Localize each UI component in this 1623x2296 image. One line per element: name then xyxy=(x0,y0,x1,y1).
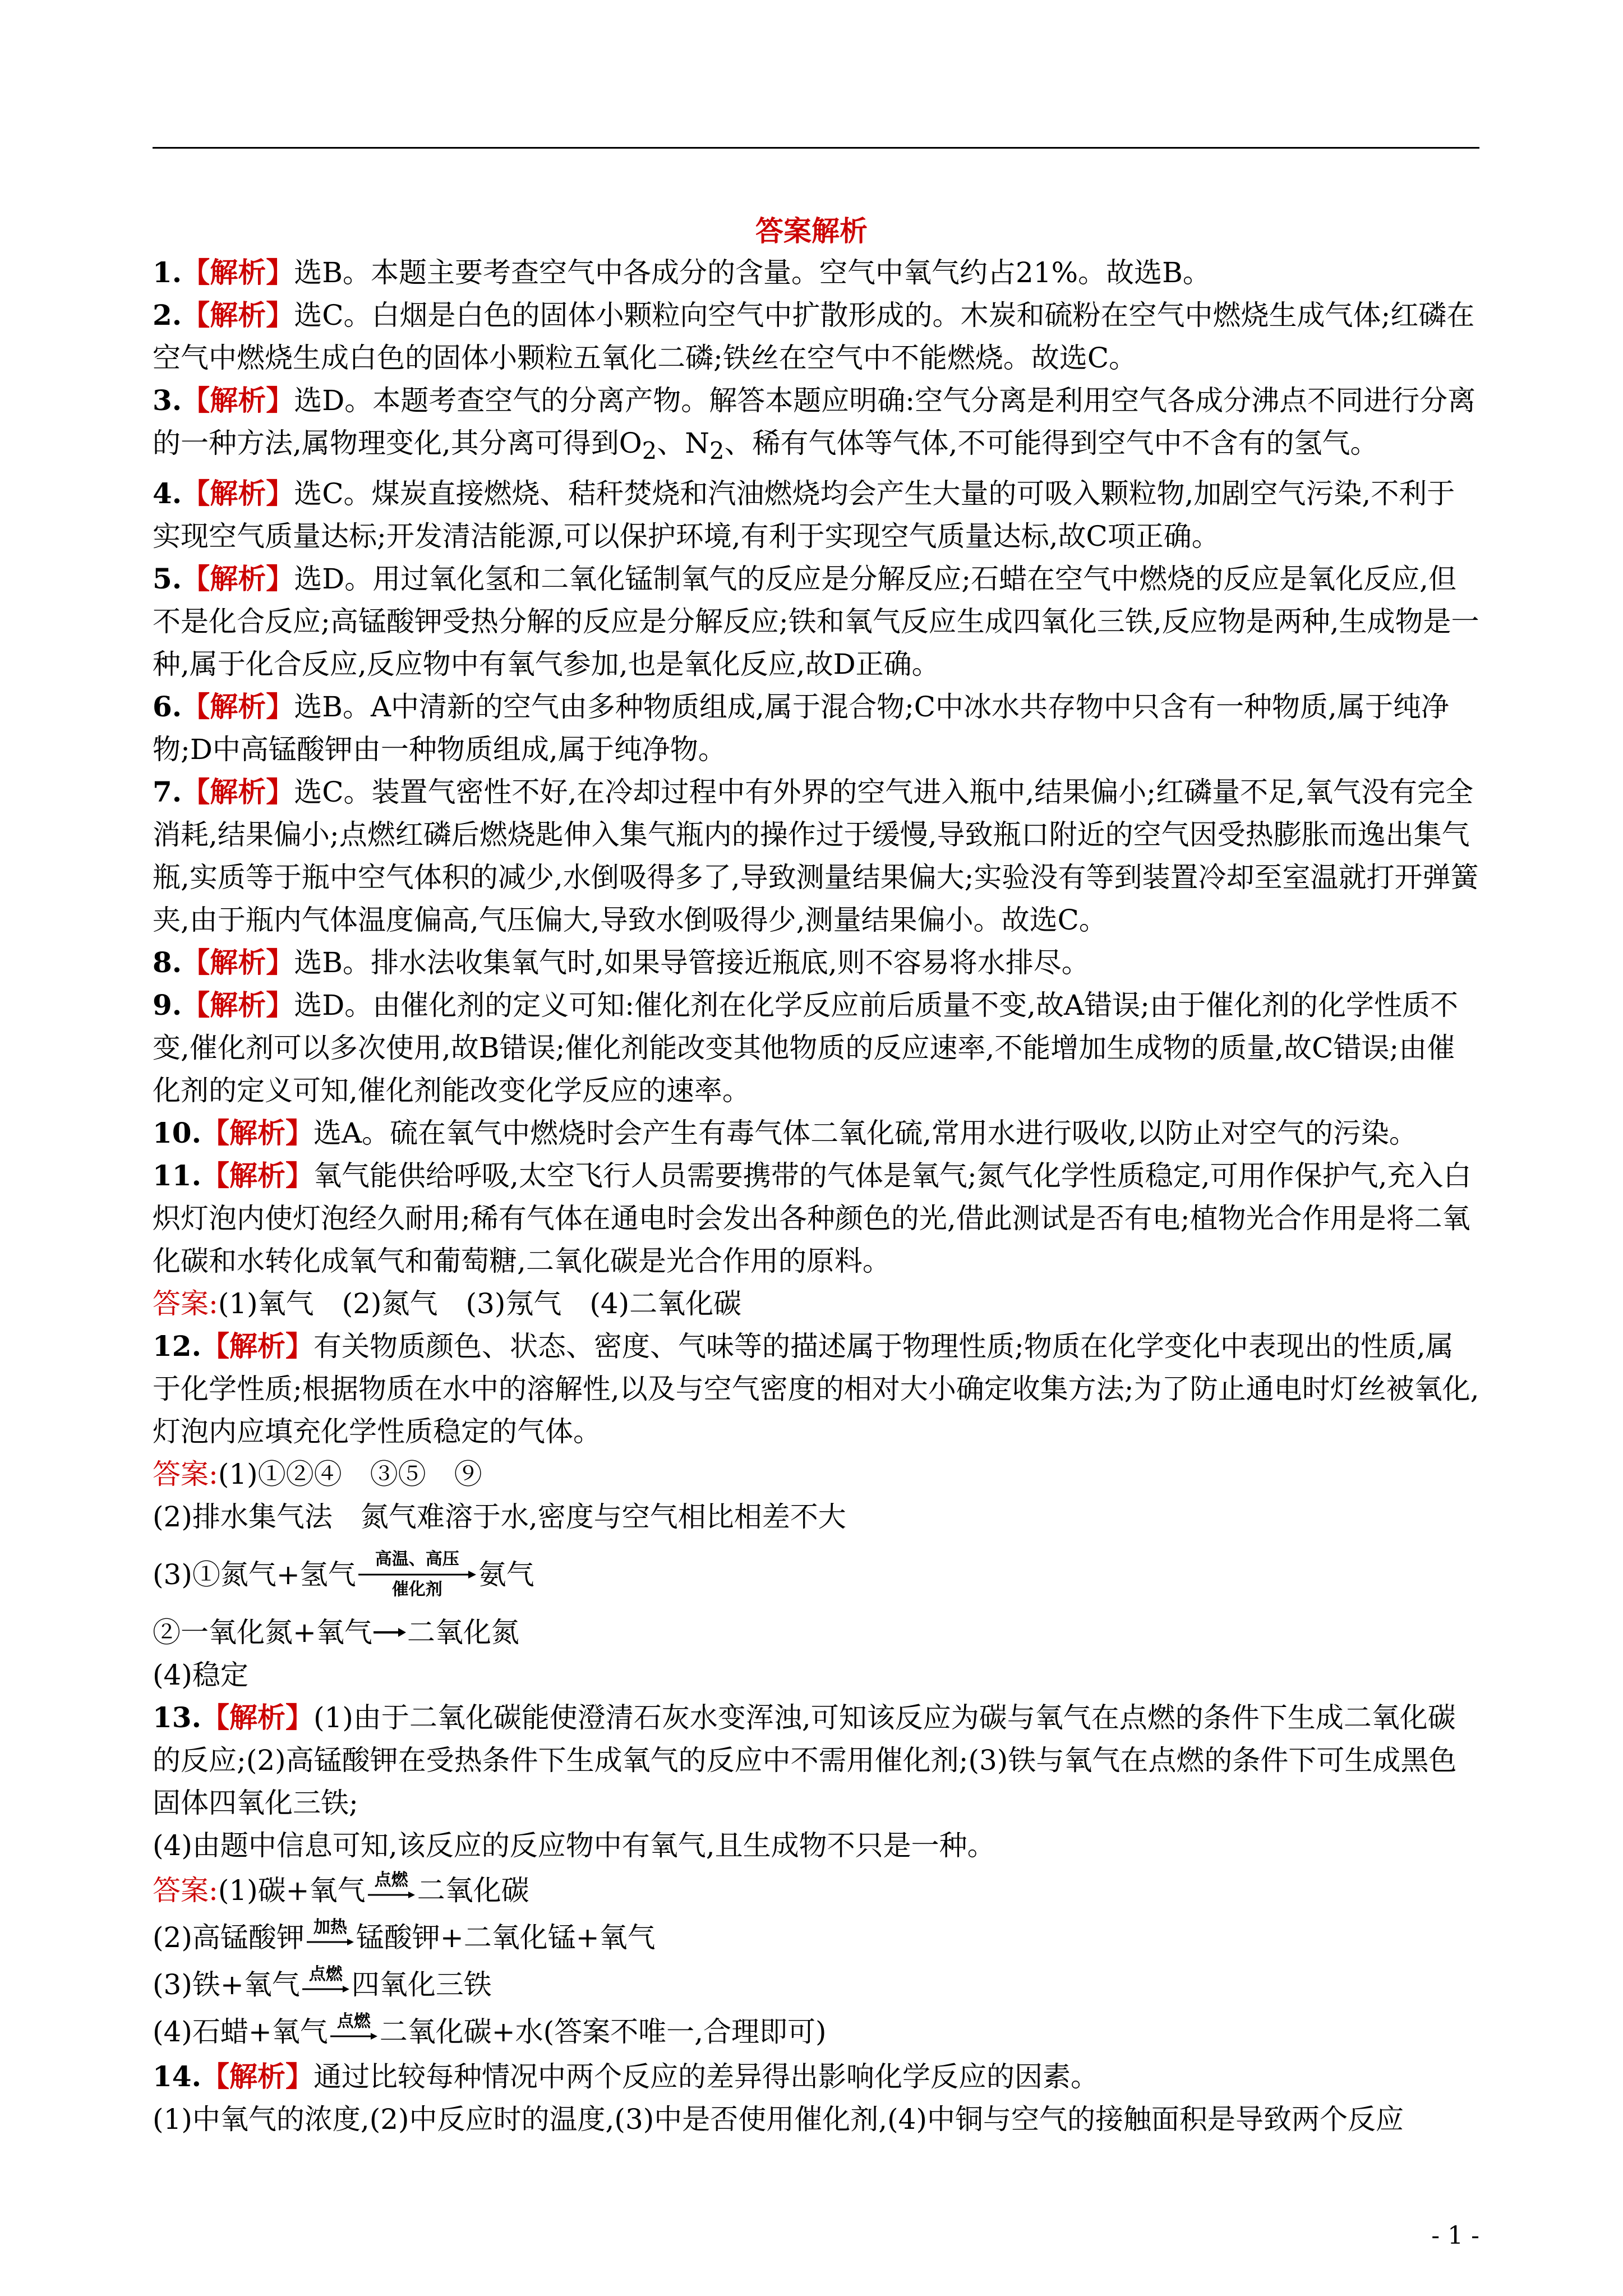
header-rule xyxy=(153,147,1479,149)
arrow-icon xyxy=(307,1938,354,1947)
equation-reactants: (3)铁+氧气 xyxy=(153,1968,300,2001)
item-text: 、稀有气体等气体,不可能得到空气中不含有的氢气。 xyxy=(724,427,1378,459)
item-7 xyxy=(153,771,1479,941)
arrow-icon xyxy=(330,2032,377,2041)
item-number: 1. xyxy=(153,256,182,289)
equation-reactants: ②一氧化氮+氧气 xyxy=(153,1616,372,1649)
equation-products: 氨气 xyxy=(478,1558,534,1591)
equation-reactants: (2)高锰酸钾 xyxy=(153,1921,305,1954)
item-number: 4. xyxy=(153,477,182,510)
condition-top: 点燃 xyxy=(308,1964,343,1984)
answer-label: 答案: xyxy=(153,1287,218,1320)
item-text: (1)由于二氧化碳能使澄清石灰水变浑浊,可知该反应为碳与氧气在点燃的条件下生成二氧化碳的反应;(2)高锰酸钾在受热条件下生成氧气的反应中不需用催化剂;(3)铁与氧气在点燃的条件下可生成黑色固体四氧化三铁; xyxy=(153,1701,1457,1819)
item-text: 有关物质颜色、状态、密度、气味等的描述属于物理性质;物质在化学变化中表现出的性质,属于化学性质;根据物质在水中的溶解性,以及与空气密度的相对大小确定收集方法;为了防止通电时灯丝被氧化,灯泡内应填充化学性质稳定的气体。 xyxy=(153,1330,1479,1448)
analysis-tag: 【解析】 xyxy=(182,989,294,1022)
item-text: 选C。装置气密性不好,在冷却过程中有外界的空气进入瓶中,结果偏小;红磷量不足,氧气没有完全消耗,结果偏小;点燃红磷后燃烧匙伸入集气瓶内的操作过于缓慢,导致瓶口附近的空气因受热膨胀而逸出集气瓶,实质等于瓶中空气体积的减少,水倒吸得多了,导致测量结果偏大;实验没有等到装置冷却至室温就打开弹簧夹,由于瓶内气体温度偏高,气压偏大,导致水倒吸得少,测量结果偏小。故选C。 xyxy=(153,776,1479,936)
reaction-arrow xyxy=(330,2012,377,2052)
equation-iron xyxy=(153,1961,1479,2008)
condition-top: 加热 xyxy=(313,1917,347,1937)
item-text: 选C。白烟是白色的固体小颗粒向空气中扩散形成的。木炭和硫粉在空气中燃烧生成气体;红磷在空气中燃烧生成白色的固体小颗粒五氧化二磷;铁丝在空气中不能燃烧。故选C。 xyxy=(153,299,1475,374)
item-text: 选D。用过氧化氢和二氧化锰制氧气的反应是分解反应;石蜡在空气中燃烧的反应是氧化反应,但不是化合反应;高锰酸钾受热分解的反应是分解反应;铁和氧气反应生成四氧化三铁,反应物是两种,生成物是一种,属于化合反应,反应物中有氧气参加,也是氧化反应,故D正确。 xyxy=(153,563,1479,680)
item-number: 5. xyxy=(153,562,182,595)
arrow-icon xyxy=(368,1890,415,1899)
analysis-tag: 【解析】 xyxy=(182,563,294,595)
item-number: 9. xyxy=(153,988,182,1022)
item-text: 、N xyxy=(657,427,710,459)
item-6 xyxy=(153,685,1479,771)
item-14-line-2: (1)中氧气的浓度,(2)中反应时的温度,(3)中是否使用催化剂,(4)中铜与空气的接触面积是导致两个反应 xyxy=(153,2103,1404,2136)
answer-text: (1)①②④ ③⑤ ⑨ xyxy=(218,1458,482,1490)
item-number: 10. xyxy=(153,1116,201,1149)
analysis-tag: 【解析】 xyxy=(201,1117,313,1149)
item-text: 选B。A中清新的空气由多种物质组成,属于混合物;C中冰水共存物中只含有一种物质,属于纯净物;D中高锰酸钾由一种物质组成,属于纯净物。 xyxy=(153,691,1449,766)
item-number: 3. xyxy=(153,384,182,417)
answer-label: 答案: xyxy=(153,1458,218,1490)
equation-products: 二氧化碳 xyxy=(417,1874,529,1907)
item-text: 选D。本题考查空气的分离产物。解答本题应明确:空气分离是利用空气各成分沸点不同进行分离的一种方法,属物理变化,其分离可得到O xyxy=(153,384,1476,459)
item-9 xyxy=(153,984,1479,1112)
answer-label: 答案: xyxy=(153,1874,218,1907)
equation-reactants: (3)①氮气+氢气 xyxy=(153,1558,356,1591)
equation-reactants: (1)碳+氧气 xyxy=(218,1874,366,1907)
item-10 xyxy=(153,1112,1479,1154)
analysis-tag: 【解析】 xyxy=(182,477,294,510)
reaction-arrow xyxy=(307,1917,354,1958)
condition-top: 点燃 xyxy=(336,2012,371,2031)
item-4 xyxy=(153,472,1479,558)
item-2 xyxy=(153,294,1479,379)
analysis-tag: 【解析】 xyxy=(182,384,294,417)
analysis-tag: 【解析】 xyxy=(182,776,294,808)
reaction-arrow xyxy=(358,1549,476,1600)
equation-permanganate xyxy=(153,1914,1479,1961)
equation-products: 二氧化氮 xyxy=(407,1616,519,1649)
arrow-icon xyxy=(358,1570,476,1580)
item-13-line-2: (4)由题中信息可知,该反应的反应物中有氧气,且生成物不只是一种。 xyxy=(153,1829,995,1862)
reaction-arrow xyxy=(302,1964,349,2005)
arrow-icon xyxy=(374,1627,406,1637)
item-number: 7. xyxy=(153,775,182,808)
answer-12-line-1 xyxy=(153,1453,1479,1496)
analysis-tag: 【解析】 xyxy=(201,2060,313,2093)
item-12 xyxy=(153,1325,1479,1453)
equation-products: 锰酸钾+二氧化锰+氧气 xyxy=(356,1921,656,1954)
answer-11 xyxy=(153,1282,1479,1325)
item-13 xyxy=(153,1696,1479,1824)
equation-paraffin xyxy=(153,2008,1479,2055)
subscript: 2 xyxy=(709,437,725,464)
answer-12-line-2: (2)排水集气法 氮气难溶于水,密度与空气相比相差不大 xyxy=(153,1501,846,1533)
item-text: 选D。由催化剂的定义可知:催化剂在化学反应前后质量不变,故A错误;由于催化剂的化学性质不变,催化剂可以多次使用,故B错误;催化剂能改变其他物质的反应速率,不能增加生成物的质量,故C错误;由催化剂的定义可知,催化剂能改变化学反应的速率。 xyxy=(153,989,1458,1107)
equation-ammonia xyxy=(153,1538,1479,1611)
analysis-tag: 【解析】 xyxy=(182,256,294,289)
item-5 xyxy=(153,558,1479,685)
item-1 xyxy=(153,251,1479,294)
equation-nitrogen-dioxide xyxy=(153,1611,1479,1654)
item-11 xyxy=(153,1154,1479,1282)
item-number: 8. xyxy=(153,946,182,979)
item-text: 选C。煤炭直接燃烧、秸秆焚烧和汽油燃烧均会产生大量的可吸入颗粒物,加剧空气污染,不利于实现空气质量达标;开发清洁能源,可以保护环境,有利于实现空气质量达标,故C项正确。 xyxy=(153,477,1455,553)
item-14 xyxy=(153,2055,1479,2098)
analysis-tag: 【解析】 xyxy=(201,1159,313,1192)
analysis-tag: 【解析】 xyxy=(182,299,294,332)
item-number: 14. xyxy=(153,2060,201,2093)
condition-top: 高温、高压 xyxy=(375,1549,459,1569)
item-number: 6. xyxy=(153,690,182,723)
equation-reactants: (4)石蜡+氧气 xyxy=(153,2016,328,2048)
item-number: 13. xyxy=(153,1701,201,1734)
item-number: 2. xyxy=(153,298,182,332)
item-8 xyxy=(153,941,1479,984)
condition-bottom: 催化剂 xyxy=(391,1580,442,1599)
analysis-tag: 【解析】 xyxy=(201,1701,313,1734)
item-text: 选B。本题主要考查空气中各成分的含量。空气中氧气约占21%。故选B。 xyxy=(294,256,1211,289)
condition-top: 点燃 xyxy=(374,1870,408,1890)
analysis-tag: 【解析】 xyxy=(182,691,294,723)
analysis-tag: 【解析】 xyxy=(201,1330,313,1363)
item-text: 选A。硫在氧气中燃烧时会产生有毒气体二氧化硫,常用水进行吸收,以防止对空气的污染。 xyxy=(313,1117,1417,1149)
item-3 xyxy=(153,379,1479,472)
item-number: 11. xyxy=(153,1159,201,1192)
item-text: 氧气能供给呼吸,太空飞行人员需要携带的气体是氧气;氮气化学性质稳定,可用作保护气,充入白炽灯泡内使灯泡经久耐用;稀有气体在通电时会发出各种颜色的光,借此测试是否有电;植物光合作用是将二氧化碳和水转化成氧气和葡萄糖,二氧化碳是光合作用的原料。 xyxy=(153,1159,1472,1277)
page-title: 答案解析 xyxy=(755,215,868,247)
arrow-icon xyxy=(302,1985,349,1994)
item-text: 通过比较每种情况中两个反应的差异得出影响化学反应的因素。 xyxy=(313,2060,1099,2093)
subscript: 2 xyxy=(642,437,657,464)
item-number: 12. xyxy=(153,1329,201,1363)
item-text: 选B。排水法收集氧气时,如果导管接近瓶底,则不容易将水排尽。 xyxy=(294,946,1090,979)
analysis-tag: 【解析】 xyxy=(182,946,294,979)
equation-products: 四氧化三铁 xyxy=(351,1968,492,2001)
equation-products: 二氧化碳+水(答案不唯一,合理即可) xyxy=(379,2016,827,2048)
answer-text: (1)氧气 (2)氮气 (3)氖气 (4)二氧化碳 xyxy=(218,1287,742,1320)
page-number: - 1 - xyxy=(1431,2221,1479,2250)
answer-content xyxy=(153,251,1479,2141)
reaction-arrow xyxy=(368,1870,415,1911)
equation-carbon xyxy=(153,1867,1479,1914)
answer-12-line-5: (4)稳定 xyxy=(153,1659,248,1691)
